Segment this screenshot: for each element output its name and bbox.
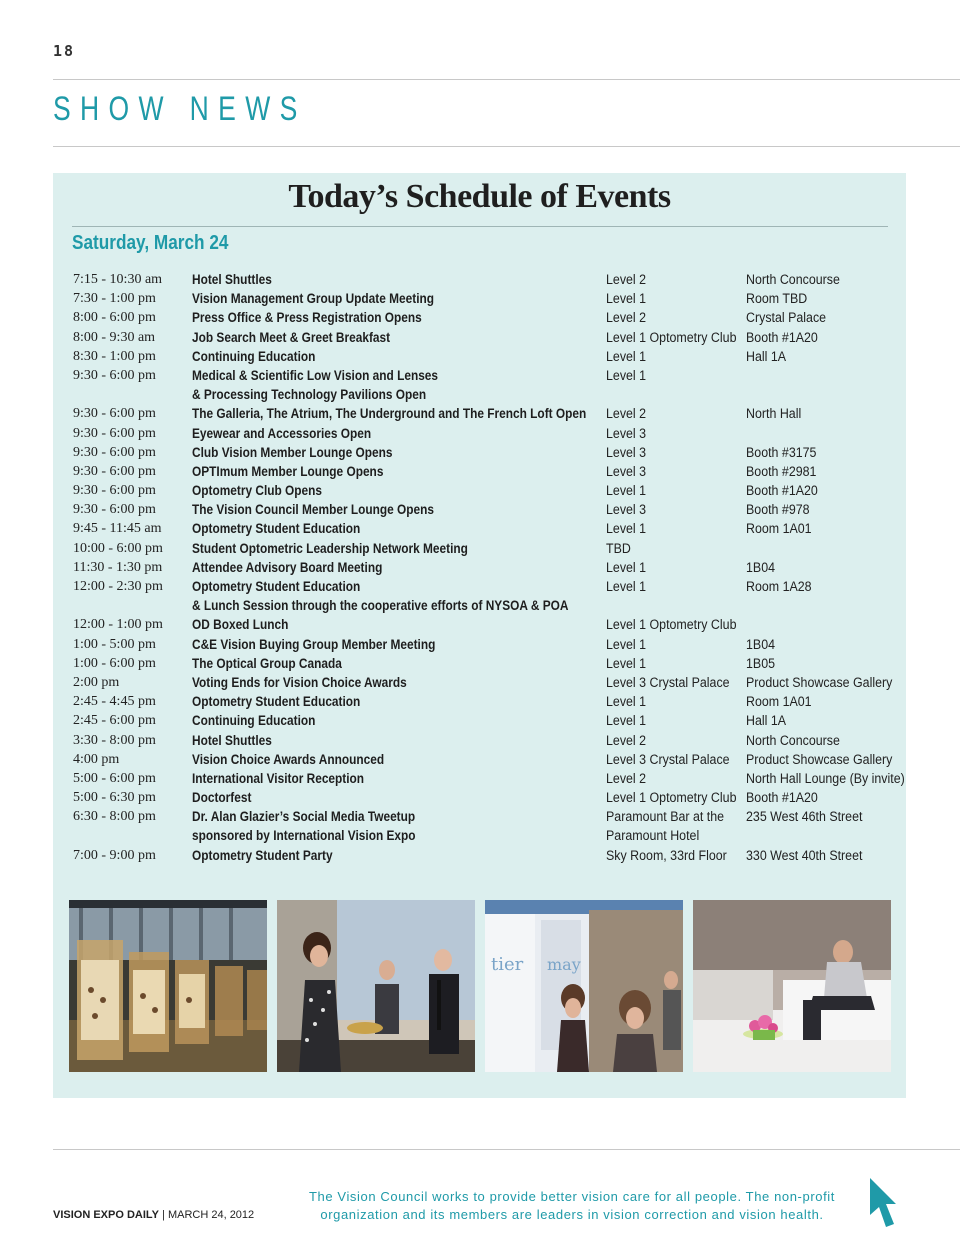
event-room: Hall 1A xyxy=(746,713,787,729)
event-time: 7:30 - 1:00 pm xyxy=(73,291,156,307)
event-time: 2:45 - 6:00 pm xyxy=(73,713,156,729)
event-room: 1B05 xyxy=(746,655,776,671)
event-time: 9:45 - 11:45 am xyxy=(73,521,162,537)
event-row xyxy=(72,750,912,769)
events-list xyxy=(72,270,912,865)
event-level: Paramount Bar at the xyxy=(606,809,725,825)
event-row xyxy=(72,846,912,865)
event-name: The Galleria, The Atrium, The Underground and The French Loft Open xyxy=(192,406,587,422)
event-name: Voting Ends for Vision Choice Awards xyxy=(192,674,407,690)
event-room: North Concourse xyxy=(746,272,840,287)
event-name: The Optical Group Canada xyxy=(192,655,342,671)
event-room: Booth #2981 xyxy=(746,463,817,479)
event-room: Hall 1A xyxy=(746,348,787,364)
svg-text:tier: tier xyxy=(491,954,524,975)
event-level: Level 3 Crystal Palace xyxy=(606,674,730,690)
event-time: 8:00 - 6:00 pm xyxy=(73,310,156,326)
event-name: Continuing Education xyxy=(192,713,316,729)
live-band-performance-photo xyxy=(277,900,475,1072)
section-divider xyxy=(53,146,960,147)
event-name: Eyewear and Accessories Open xyxy=(192,425,372,441)
event-level: Level 1 Optometry Club xyxy=(606,329,737,345)
event-row xyxy=(72,443,912,462)
event-room: Booth #1A20 xyxy=(746,790,818,806)
event-name: The Vision Council Member Lounge Opens xyxy=(192,502,435,518)
event-row xyxy=(72,788,912,807)
event-row xyxy=(72,366,912,385)
event-row xyxy=(72,807,912,826)
footer-divider xyxy=(53,1149,960,1150)
event-name: Dr. Alan Glazier’s Social Media Tweetup xyxy=(192,809,416,825)
event-name: Club Vision Member Lounge Opens xyxy=(192,444,393,460)
event-level: Level 1 xyxy=(606,694,647,710)
event-time: 11:30 - 1:30 pm xyxy=(73,559,163,575)
event-row xyxy=(72,826,912,845)
event-room: 1B04 xyxy=(746,559,776,575)
event-name: Optometry Student Education xyxy=(192,579,361,594)
event-row xyxy=(72,385,912,404)
event-name: Hotel Shuttles xyxy=(192,272,272,287)
event-row xyxy=(72,558,912,577)
header-divider xyxy=(53,79,960,80)
event-time: 2:45 - 4:45 pm xyxy=(73,694,156,710)
event-level: Level 2 xyxy=(606,406,647,422)
event-name: Student Optometric Leadership Network Meeting xyxy=(192,540,468,556)
event-name: C&E Vision Buying Group Member Meeting xyxy=(192,636,436,652)
event-time: 12:00 - 2:30 pm xyxy=(73,579,163,594)
event-time: 1:00 - 5:00 pm xyxy=(73,636,156,652)
event-room: Room 1A28 xyxy=(746,579,812,594)
event-level: Level 2 xyxy=(606,272,647,287)
event-name: Hotel Shuttles xyxy=(192,732,272,748)
event-row xyxy=(72,424,912,443)
event-row xyxy=(72,577,912,596)
event-row xyxy=(72,347,912,366)
event-name: Job Search Meet & Greet Breakfast xyxy=(192,329,391,345)
page-number: 18 xyxy=(53,42,76,60)
event-row xyxy=(72,308,912,327)
event-level: Level 3 Crystal Palace xyxy=(606,751,730,767)
event-time: 3:30 - 8:00 pm xyxy=(73,732,156,748)
event-time: 9:30 - 6:00 pm xyxy=(73,406,156,422)
event-level: Level 1 xyxy=(606,559,647,575)
event-name: Vision Choice Awards Announced xyxy=(192,751,385,767)
event-name: Attendee Advisory Board Meeting xyxy=(192,559,383,575)
publication-name: VISION EXPO DAILY xyxy=(53,1209,159,1221)
svg-text:may: may xyxy=(547,955,581,974)
event-row xyxy=(72,404,912,423)
event-row xyxy=(72,539,912,558)
event-level: Level 1 xyxy=(606,655,647,671)
event-room: Crystal Palace xyxy=(746,310,827,326)
event-name: Continuing Education xyxy=(192,348,316,364)
event-row xyxy=(72,769,912,788)
publication-separator: | xyxy=(158,1209,168,1221)
event-time: 5:00 - 6:00 pm xyxy=(73,770,156,786)
event-time: 9:30 - 6:00 pm xyxy=(73,483,156,499)
event-level: Level 2 xyxy=(606,770,647,786)
event-room: 330 West 40th Street xyxy=(746,847,863,863)
event-room: North Hall xyxy=(746,406,802,422)
event-time: 2:00 pm xyxy=(73,674,120,690)
event-room: Room 1A01 xyxy=(746,694,812,710)
event-room: Product Showcase Gallery xyxy=(746,674,893,690)
event-name: OD Boxed Lunch xyxy=(192,617,289,633)
event-name: Vision Management Group Update Meeting xyxy=(192,291,435,307)
exhibit-booth-visitors-photo xyxy=(485,900,683,1072)
event-level: Level 3 xyxy=(606,502,647,518)
event-row xyxy=(72,692,912,711)
event-level: Level 1 xyxy=(606,713,647,729)
event-level: Level 1 xyxy=(606,483,647,499)
event-level: Level 1 xyxy=(606,521,647,537)
event-time: 6:30 - 8:00 pm xyxy=(73,809,156,825)
cursor-arrow-icon xyxy=(866,1176,900,1228)
event-row xyxy=(72,328,912,347)
event-level: Level 2 xyxy=(606,732,647,748)
event-row xyxy=(72,615,912,634)
event-row xyxy=(72,519,912,538)
event-time: 10:00 - 6:00 pm xyxy=(73,540,163,556)
event-level: Level 1 xyxy=(606,348,647,364)
event-level: Level 1 xyxy=(606,291,647,307)
event-room: Room 1A01 xyxy=(746,521,812,537)
event-time: 8:30 - 1:00 pm xyxy=(73,348,156,364)
schedule-date: Saturday, March 24 xyxy=(72,232,229,254)
event-room: 1B04 xyxy=(746,636,776,652)
event-row xyxy=(72,635,912,654)
event-row xyxy=(72,481,912,500)
event-name: & Lunch Session through the cooperative efforts of NYSOA & POA xyxy=(192,598,569,614)
event-time: 7:15 - 10:30 am xyxy=(73,272,163,287)
event-time: 8:00 - 9:30 am xyxy=(73,329,156,345)
event-level: Level 3 xyxy=(606,444,647,460)
event-room: North Concourse xyxy=(746,732,840,748)
event-level: Sky Room, 33rd Floor xyxy=(606,847,727,863)
event-level: TBD xyxy=(606,540,631,556)
event-time: 1:00 - 6:00 pm xyxy=(73,655,156,671)
event-name: Press Office & Press Registration Opens xyxy=(192,310,422,326)
event-row xyxy=(72,654,912,673)
event-time: 9:30 - 6:00 pm xyxy=(73,463,156,479)
event-level: Level 1 Optometry Club xyxy=(606,790,737,806)
event-row xyxy=(72,462,912,481)
event-room: Product Showcase Gallery xyxy=(746,751,893,767)
eyewear-display-cases-photo xyxy=(69,900,267,1072)
event-time: 9:30 - 6:00 pm xyxy=(73,502,156,518)
footer-publication xyxy=(53,1209,254,1221)
event-level: Level 3 xyxy=(606,425,647,441)
event-name: sponsored by International Vision Expo xyxy=(192,828,416,844)
event-row xyxy=(72,711,912,730)
event-name: OPTImum Member Lounge Opens xyxy=(192,463,384,479)
section-title: SHOW NEWS xyxy=(53,90,307,128)
mission-line-2: organization and its members are leaders in vision correction and vision health. xyxy=(320,1207,824,1222)
event-room: North Hall Lounge (By invite) xyxy=(746,770,905,786)
event-name: & Processing Technology Pavilions Open xyxy=(192,387,427,403)
event-time: 9:30 - 6:00 pm xyxy=(73,367,156,383)
event-level: Level 1 xyxy=(606,636,647,652)
event-name: International Visitor Reception xyxy=(192,770,365,786)
event-room: Booth #3175 xyxy=(746,444,817,460)
event-time: 4:00 pm xyxy=(73,751,120,767)
event-row xyxy=(72,270,912,289)
event-row xyxy=(72,596,912,615)
event-level: Level 1 xyxy=(606,367,647,383)
event-time: 9:30 - 6:00 pm xyxy=(73,444,156,460)
event-level: Level 3 xyxy=(606,463,647,479)
event-row xyxy=(72,731,912,750)
publication-date: MARCH 24, 2012 xyxy=(167,1209,255,1221)
event-row xyxy=(72,673,912,692)
footer-mission xyxy=(292,1188,852,1224)
event-time: 12:00 - 1:00 pm xyxy=(73,617,163,633)
event-room: Booth #1A20 xyxy=(746,329,818,345)
event-room: 235 West 46th Street xyxy=(746,809,863,825)
event-name: Doctorfest xyxy=(192,790,252,806)
event-row xyxy=(72,289,912,308)
event-name: Optometry Student Party xyxy=(192,847,333,863)
event-time: 5:00 - 6:30 pm xyxy=(73,790,156,806)
title-divider xyxy=(72,226,888,227)
event-level: Paramount Hotel xyxy=(606,828,700,844)
lounge-seated-man-photo xyxy=(693,900,891,1072)
event-row xyxy=(72,500,912,519)
event-name: Optometry Club Opens xyxy=(192,483,323,499)
event-time: 7:00 - 9:00 pm xyxy=(73,847,156,863)
event-room: Booth #978 xyxy=(746,502,810,518)
schedule-title: Today’s Schedule of Events xyxy=(288,178,671,215)
event-room: Room TBD xyxy=(746,291,808,307)
event-name: Optometry Student Education xyxy=(192,521,361,537)
event-room: Booth #1A20 xyxy=(746,483,818,499)
event-name: Optometry Student Education xyxy=(192,694,361,710)
event-level: Level 1 Optometry Club xyxy=(606,617,737,633)
mission-line-1: The Vision Council works to provide better vision care for all people. The non-profit xyxy=(309,1189,835,1204)
event-time: 9:30 - 6:00 pm xyxy=(73,425,156,441)
event-level: Level 2 xyxy=(606,310,647,326)
event-level: Level 1 xyxy=(606,579,647,594)
event-name: Medical & Scientific Low Vision and Lenses xyxy=(192,367,439,383)
